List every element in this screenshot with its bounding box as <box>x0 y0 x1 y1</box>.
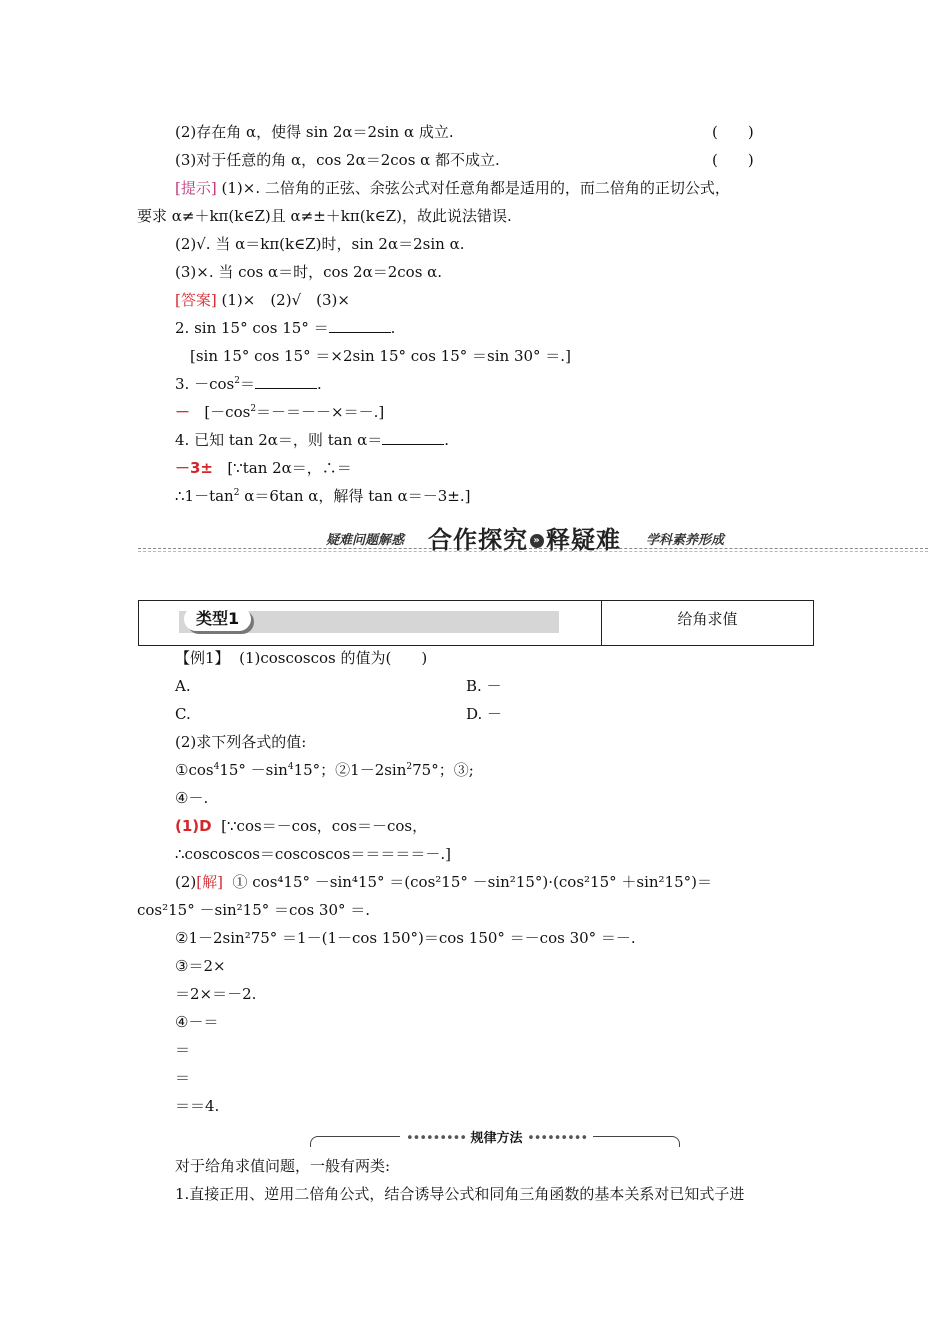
example-sol4c: ＝ <box>175 1069 191 1087</box>
example-q1-text: (1)coscoscos 的值为( ) <box>239 649 428 667</box>
items-a: ①cos <box>175 761 214 779</box>
example-label: 【例1】 <box>175 649 230 667</box>
q4-stem-text: 4. 已知 tan 2α＝，则 tan α＝ <box>175 431 383 449</box>
q3-sol-sup: 2 <box>250 404 257 414</box>
judge-q2-paren: ( ) <box>712 123 754 141</box>
q4-sol2-b: α＝6tan α，解得 tan α＝－3±.] <box>239 487 471 505</box>
hint-line-4: (3)×. 当 cos α＝时，cos 2α＝2cos α. <box>175 263 443 281</box>
answer-text: (1)× (2)√ (3)× <box>221 291 350 309</box>
example-sol2: ②1－2sin²75° ＝1－(1－cos 150°)＝cos 150° ＝－cos 30° ＝－. <box>175 929 636 947</box>
q2-blank <box>329 318 391 333</box>
q3-answer: － <box>175 403 191 421</box>
judge-q3: (3)对于任意的角 α，cos 2α＝2cos α 都不成立. <box>175 151 500 169</box>
q3-stem-b: ＝ <box>239 375 255 393</box>
example-sol4a: ④－＝ <box>175 1013 219 1031</box>
example-item4: ④－. <box>175 789 209 807</box>
q2-stem <box>175 318 395 338</box>
example-sol4d: ＝＝4. <box>175 1097 220 1115</box>
method-dots-right: ••••••••• <box>527 1131 588 1146</box>
example-sol3b: ＝2×＝－2. <box>175 985 257 1003</box>
items-sup3: 2 <box>406 762 413 772</box>
hint-tag: [提示] <box>175 179 217 197</box>
ans1-a: [∵cos＝－cos，cos＝－cos， <box>221 817 428 835</box>
q4-sol-1: [∵tan 2α＝，∴＝ <box>227 459 352 477</box>
example-sol1b: cos²15° －sin²15° ＝cos 30° ＝. <box>137 901 371 919</box>
example-ans1-b: ∴coscoscos＝coscoscos＝＝＝＝＝－.] <box>175 845 451 863</box>
hint-text-1: (1)×. 二倍角的正弦、余弦公式对任意角都是适用的，而二倍角的正切公式， <box>221 179 730 197</box>
example-q1 <box>175 648 427 668</box>
q2-solution: [sin 15° cos 15° ＝×2sin 15° cos 15° ＝sin 30° ＝.] <box>190 347 571 365</box>
ans1-tag: (1)D <box>175 817 212 835</box>
chevron-right-icon: » <box>530 534 544 548</box>
q2-stem-text: 2. sin 15° cos 15° ＝ <box>175 319 329 337</box>
method-label <box>400 1127 593 1146</box>
example-ans1 <box>175 816 427 836</box>
method-right-curl <box>669 1136 680 1147</box>
option-d: D. － <box>466 705 503 723</box>
q4-sol2-a: ∴1－tan <box>175 487 234 505</box>
q4-solution-2 <box>175 486 470 506</box>
section-banner <box>138 520 928 556</box>
q4-stem <box>175 430 449 450</box>
sol1-text: ① cos⁴15° －sin⁴15° ＝(cos²15° －sin²15°)·(cos²15° ＋sin²15°)＝ <box>232 873 712 891</box>
hint-line-1 <box>175 178 730 198</box>
sol-head: (2) <box>175 873 197 891</box>
q3-blank <box>255 374 317 389</box>
method-title: 规律方法 <box>470 1131 523 1146</box>
items-sup2: 4 <box>287 762 294 772</box>
judge-q3-paren: ( ) <box>712 151 754 169</box>
sol-tag: [解] <box>196 873 223 891</box>
q3-solution <box>175 402 384 422</box>
banner-right-caption: 学科素养形成 <box>646 533 725 548</box>
option-b: B. － <box>466 677 502 695</box>
method-left-curl <box>310 1136 321 1147</box>
hint-line-3: (2)√. 当 α＝kπ(k∈Z)时，sin 2α＝2sin α. <box>175 235 465 253</box>
type-badge: 类型1 <box>184 607 251 631</box>
items-b: 15° －sin <box>219 761 288 779</box>
judge-q2: (2)存在角 α，使得 sin 2α＝2sin α 成立. <box>175 123 454 141</box>
q2-end: . <box>390 319 396 337</box>
type-title: 给角求值 <box>677 610 738 628</box>
banner-title-a: 合作探究 <box>428 526 528 554</box>
q4-blank <box>382 430 444 445</box>
example-sol3a: ③＝2× <box>175 957 226 975</box>
banner-title-b: 释疑难 <box>546 526 621 554</box>
items-c: 15°；②1－2sin <box>293 761 407 779</box>
example-q2: (2)求下列各式的值: <box>175 733 307 751</box>
q3-end: . <box>316 375 322 393</box>
answer-line <box>175 290 350 310</box>
example-sol1 <box>175 872 712 892</box>
banner-left-caption: 疑难问题解惑 <box>326 533 405 548</box>
q4-answer: －3± <box>175 459 214 477</box>
type-table <box>138 600 814 646</box>
q3-sol-b: ＝－＝－－×＝－.] <box>256 403 385 421</box>
example-sol4b: ＝ <box>175 1041 191 1059</box>
items-sup1: 4 <box>213 762 220 772</box>
q4-sol2-sup: 2 <box>233 488 240 498</box>
method-line-2: 1.直接正用、逆用二倍角公式，结合诱导公式和同角三角函数的基本关系对已知式子进 <box>175 1185 745 1203</box>
q3-sup: 2 <box>234 376 240 386</box>
items-d: 75°；③; <box>412 761 474 779</box>
method-banner <box>310 1126 680 1148</box>
method-line-1: 对于给角求值问题，一般有两类: <box>175 1157 391 1175</box>
option-a: A. <box>175 677 191 695</box>
answer-tag: [答案] <box>175 291 217 309</box>
hint-line-2: 要求 α≠＋kπ(k∈Z)且 α≠±＋kπ(k∈Z)，故此说法错误. <box>137 207 512 225</box>
q4-solution-1 <box>175 458 352 478</box>
option-c: C. <box>175 705 191 723</box>
q3-stem <box>175 374 322 394</box>
example-items <box>175 760 474 780</box>
q3-stem-a: 3. －cos <box>175 375 235 393</box>
method-dots-left: ••••••••• <box>406 1131 467 1146</box>
banner-title <box>428 520 621 555</box>
q4-end: . <box>444 431 449 449</box>
q3-sol-a: [－cos <box>204 403 251 421</box>
